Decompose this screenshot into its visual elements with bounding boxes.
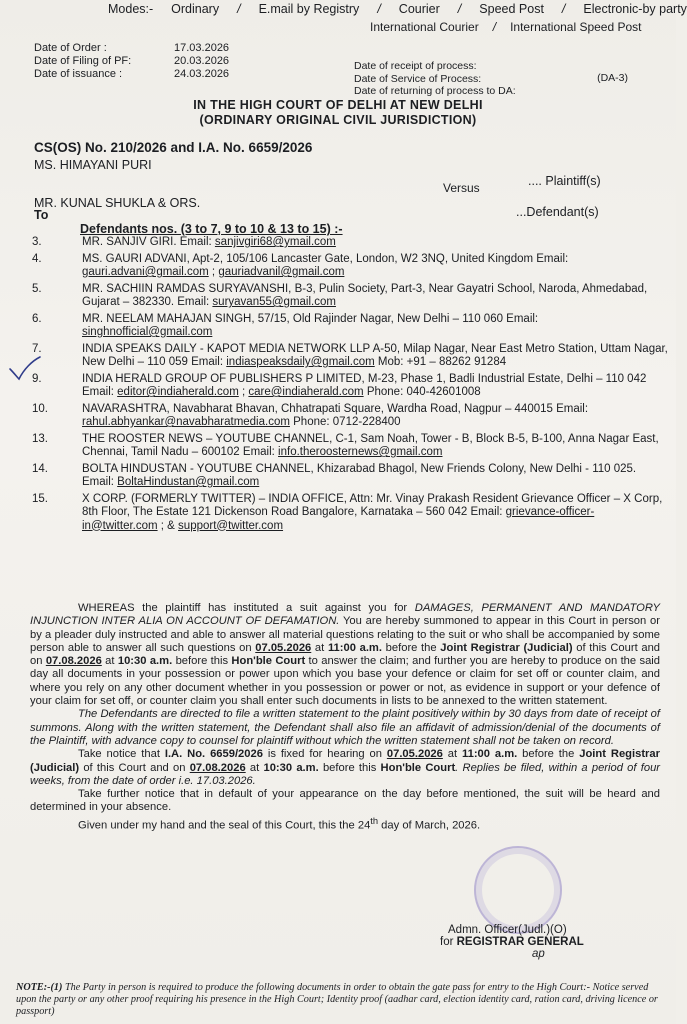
body-text: at <box>101 655 118 668</box>
defendant-details: THE ROOSTER NEWS – YOUTUBE CHANNEL, C-1, Sam Noah, Tower - B, Block B-5, B-100, Anna Nagar East, Chennai, Tamil Nadu – 600102 Email: <box>82 432 659 458</box>
defendant-email: gauri.advani@gmail.com <box>82 266 209 278</box>
hearing-time: 10:30 a.m. <box>117 655 173 668</box>
list-item <box>30 403 668 430</box>
issuance-date-value: 24.03.2026 <box>174 68 230 80</box>
summons-body <box>30 602 660 833</box>
court-name: Hon'ble Court <box>380 761 456 774</box>
list-item <box>30 433 668 460</box>
defendant-email: suryavan55@gmail.com <box>212 296 336 308</box>
defendant-email: info.theroosternews@gmail.com <box>278 446 443 458</box>
defendant-number: 3. <box>32 236 42 248</box>
given-under-paragraph <box>30 815 660 833</box>
defendant-email: BoltaHindustan@gmail.com <box>117 476 260 488</box>
court-jurisdiction: (ORDINARY ORIGINAL CIVIL JURISDICTION) <box>199 113 477 127</box>
mode-email-registry: E.mail by Registry <box>258 2 360 16</box>
modes-label: Modes:- <box>108 2 154 16</box>
mode-separator: / <box>377 2 381 16</box>
hearing-time: 10:30 a.m. <box>263 761 319 774</box>
defendant-email: editor@indiaherald.com <box>117 386 239 398</box>
defendant-details: BOLTA HINDUSTAN - YOUTUBE CHANNEL, Khizarabad Bhagol, New Friends Colony, New Delhi - 110 025. Email: <box>82 462 637 488</box>
defendant-email: indiaspeaksdaily@gmail.com <box>226 356 375 368</box>
defendant-phone: Phone: 0712-228400 <box>289 416 401 428</box>
body-text: before the <box>517 748 580 761</box>
mode-separator: / <box>492 20 497 34</box>
hearing-date: 07.08.2026 <box>189 761 246 774</box>
hearing-time: 11:00 a.m. <box>462 748 518 761</box>
body-text: to answer the claim; and further you are hereby to produce on the said day all documents in your possession or power upon which you base your defence or claim for set off or counter claim, and where you rely on any other document whether in you possession or power or not, as evidence in support or your defence of your claim for set off, or counter claim you shall enter such documents in lists to be annexed to the written statement. <box>30 655 661 708</box>
defendant-email: rahul.abhyankar@navabharatmedia.com <box>82 416 290 428</box>
defendant-email-2: support@twitter.com <box>178 519 284 532</box>
note-text: The Party in person is required to produce the following documents in order to obtain the gate pass for entry to the High Court:- Notice served upon the party or any other proof requiring his presence in the High Court; Identity proof (aadhar card, election identity card, ration card, driving licence or passport) <box>16 982 658 1017</box>
plaintiff-name: MS. HIMAYANI PURI <box>34 158 152 172</box>
footer-note <box>16 982 666 1018</box>
list-item <box>30 373 668 400</box>
issuance-date-label: Date of issuance : <box>34 68 123 80</box>
mode-separator: / <box>457 2 462 16</box>
defendant-number: 14. <box>32 462 48 475</box>
receipt-date-label: Date of receipt of process: <box>354 60 477 72</box>
default-notice-paragraph: Take further notice that in default of your appearance on the day before mentioned, the suit will be heard and determined in your absence. <box>30 788 660 814</box>
registrar-general: REGISTRAR GENERAL <box>456 936 584 948</box>
joint-registrar: Joint Registrar (Judicial) <box>440 641 573 654</box>
defendant-name: MR. KUNAL SHUKLA & ORS. <box>34 196 201 210</box>
defendant-number: 13. <box>32 432 48 445</box>
body-text: of this Court and on <box>79 761 190 774</box>
defendant-role: ...Defendant(s) <box>516 205 599 219</box>
defendant-details: X CORP. (FORMERLY TWITTER) – INDIA OFFICE, Attn: Mr. Vinay Prakash Resident Grievance Officer – X Corp, 8th Floor, The Estate 121 Dickenson Road Bangalore, Karnataka – 560 042 Email: <box>82 492 663 518</box>
body-text: day of March, 2026. <box>378 819 481 832</box>
signature-block <box>440 924 584 960</box>
list-item <box>30 343 668 370</box>
ia-number: I.A. No. 6659/2026 <box>164 748 263 761</box>
order-date-value: 17.03.2026 <box>174 42 230 54</box>
court-seal <box>474 846 562 934</box>
order-date-label: Date of Order : <box>34 42 107 54</box>
hearing-time: 11:00 a.m. <box>327 641 382 654</box>
defendant-number: 5. <box>32 282 42 295</box>
process-dates <box>354 60 654 98</box>
defendant-phone: Phone: 040-42601008 <box>363 386 481 398</box>
defendant-number: 6. <box>32 312 42 325</box>
defendant-number: 15. <box>32 492 48 505</box>
body-text: at <box>442 748 462 761</box>
to-label: To <box>34 208 49 222</box>
mode-courier: Courier <box>398 2 440 16</box>
body-text: You are hereby summoned to appear in this Court in person or by a pleader duly instructed and able to answer all material questions relating to the suit or who shall be accompanied by some person able to answer all such questions on <box>30 615 660 654</box>
defendants-heading: Defendants nos. (3 to 7, 9 to 10 & 13 to 15) :- <box>80 222 343 236</box>
for-label: for <box>440 936 457 948</box>
signatory-designation: Admn. Officer(Judl.)(O) <box>448 924 567 936</box>
defendant-details: MR. SANJIV GIRI. Email: <box>82 236 215 248</box>
registrar-line <box>440 936 584 948</box>
defendant-details: MR. SACHIIN RAMDAS SURYAVANSHI, B-3, Pulin Society, Part-3, Near Gayatri School, Naroda, Ahmedabad, Gujarat – 382330. Email: <box>82 282 648 308</box>
list-item <box>30 493 668 534</box>
body-text: Given under my hand and the seal of this Court, this the 24 <box>78 819 371 832</box>
note-label: NOTE:-(1) <box>16 982 63 993</box>
mode-separator: / <box>237 2 241 16</box>
ordinal-suffix: th <box>370 815 379 826</box>
service-date-label: Date of Service of Process: <box>354 72 482 85</box>
defendant-number: 7. <box>32 342 42 355</box>
body-text: at <box>311 641 328 654</box>
body-text: at <box>245 761 264 774</box>
defendant-email: grievance-officer-in@twitter.com <box>82 506 595 532</box>
summons-paragraph <box>30 602 660 708</box>
return-date-label: Date of returning of process to DA: <box>354 85 516 97</box>
joint-registrar: Joint Registrar (Judicial) <box>30 748 660 774</box>
court-title: IN THE HIGH COURT OF DELHI AT NEW DELHI <box>193 98 483 112</box>
body-text: of this Court and on <box>30 641 661 668</box>
defendants-list <box>30 236 668 536</box>
list-item <box>30 283 668 310</box>
order-dates <box>34 42 229 81</box>
mode-intl-speed-post: International Speed Post <box>510 20 642 34</box>
claim-text: DAMAGES, PERMANENT AND MANDATORY INJUNCTION INTER ALIA ON ACCOUNT OF DEFAMATION. <box>30 602 661 628</box>
court-name: Hon'ble Court <box>231 655 306 668</box>
list-item <box>30 253 668 280</box>
mode-electronic: Electronic-by party <box>583 2 687 16</box>
list-item <box>30 313 668 340</box>
mode-ordinary: Ordinary <box>171 2 220 16</box>
body-text: Take notice that <box>78 748 165 761</box>
case-number: CS(OS) No. 210/2026 and I.A. No. 6659/2026 <box>34 140 313 155</box>
defendant-separator: ; <box>238 386 249 398</box>
written-statement-paragraph: The Defendants are directed to file a written statement to the plaint positively within by 30 days from date of receipt of summons. Along with the written statement, the Defendant shall also file an affidavit of admission/denial of the documents of the Plaintiff, with advance copy to counsel for plaintiff without which the written statement shall not be taken on record. <box>30 708 660 747</box>
body-text: is fixed for hearing on <box>262 748 387 761</box>
ia-hearing-paragraph <box>30 748 660 788</box>
hearing-date: 07.05.2026 <box>255 641 312 654</box>
hearing-date: 07.08.2026 <box>45 655 102 668</box>
defendant-email-2: gauriadvanil@gmail.com <box>218 266 345 278</box>
defendant-separator: ; & <box>157 519 179 532</box>
body-text: WHEREAS the plaintiff has instituted a suit against you for <box>78 602 415 614</box>
defendant-phone: Mob: +91 – 88262 91284 <box>374 356 507 368</box>
defendant-email-2: care@indiaherald.com <box>248 386 364 398</box>
defendant-details: INDIA SPEAKS DAILY - KAPOT MEDIA NETWORK LLP A-50, Milap Nagar, Near East Metro Station, Uttam Nagar, New Delhi – 110 059 Email: <box>82 342 668 368</box>
service-modes <box>108 2 687 34</box>
defendant-details: INDIA HERALD GROUP OF PUBLISHERS P LIMITED, M-23, Phase 1, Badli Industrial Estate, Delhi – 110 042 Email: <box>82 372 647 398</box>
mode-intl-courier: International Courier <box>370 20 479 34</box>
da-code: (DA-3) <box>597 72 628 84</box>
mode-separator: / <box>561 2 566 16</box>
body-text: before this <box>318 761 381 774</box>
defendant-details: NAVARASHTRA, Navabharat Bhavan, Chhatrapati Square, Wardha Road, Nagpur – 440015 Email: <box>82 402 589 415</box>
defendant-number: 4. <box>32 252 42 265</box>
versus-label: Versus <box>443 181 480 195</box>
filing-date-value: 20.03.2026 <box>174 55 230 67</box>
mode-speed-post: Speed Post <box>479 2 544 16</box>
defendant-separator: ; <box>208 266 219 278</box>
list-item <box>30 236 668 250</box>
defendant-email: sanjivgiri68@ymail.com <box>214 236 336 248</box>
filing-date-label: Date of Filing of PF: <box>34 55 132 67</box>
defendant-number: 9. <box>32 372 42 385</box>
plaintiff-role: .... Plaintiff(s) <box>528 174 601 188</box>
defendant-email: singhnofficial@gmail.com <box>82 326 213 338</box>
list-item <box>30 463 668 490</box>
body-text: before the <box>382 641 441 654</box>
initials: ap <box>532 948 545 960</box>
hearing-date: 07.05.2026 <box>386 748 443 761</box>
defendant-details: MS. GAURI ADVANI, Apt-2, 105/106 Lancaster Gate, London, W2 3NQ, United Kingdom Email: <box>82 252 569 265</box>
defendant-details: MR. NEELAM MAHAJAN SINGH, 57/15, Old Rajinder Nagar, New Delhi – 110 060 Email: <box>82 312 539 325</box>
defendant-number: 10. <box>32 402 48 415</box>
body-text: before this <box>172 655 232 668</box>
replies-text: . Replies be filed, within a period of four weeks, from the date of order i.e. 17.03.2026. <box>30 761 661 787</box>
